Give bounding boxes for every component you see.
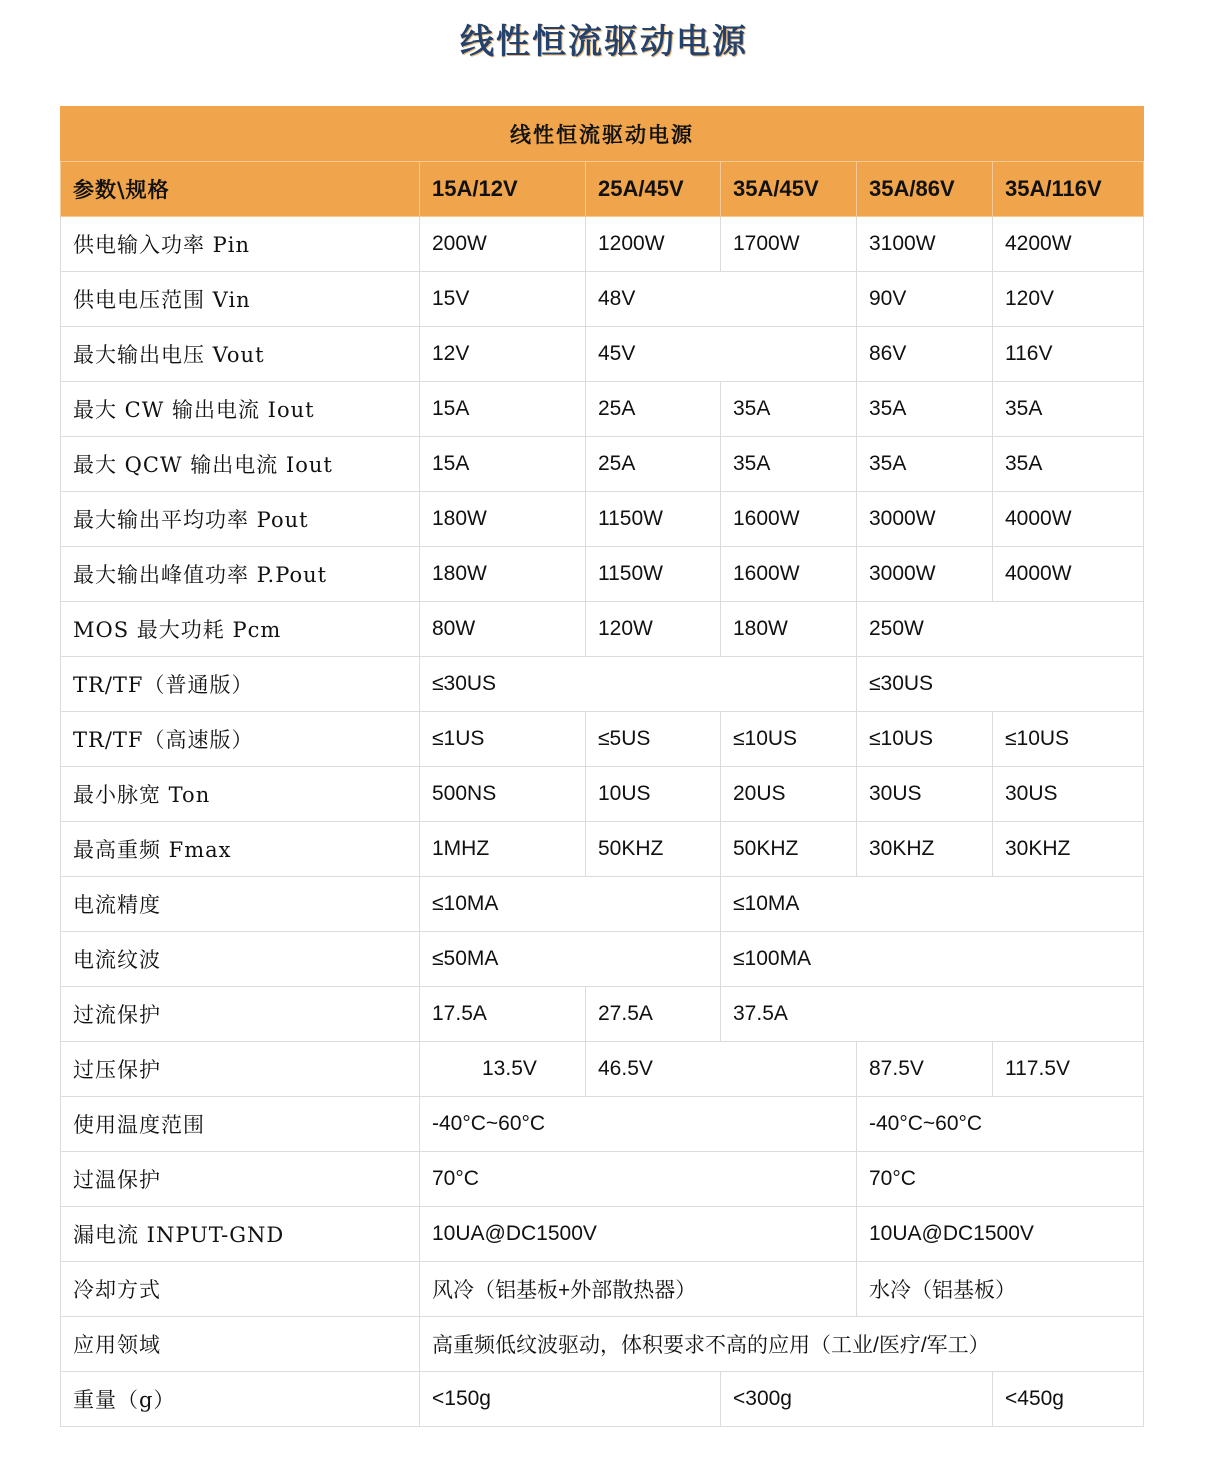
table-cell: 87.5V bbox=[857, 1042, 993, 1097]
table-cell: 80W bbox=[420, 602, 586, 657]
table-cell: 1MHZ bbox=[420, 822, 586, 877]
table-cell: ≤30US bbox=[420, 657, 857, 712]
table-cell: 4000W bbox=[993, 547, 1144, 602]
row-param-label: 最小脉宽 Ton bbox=[61, 767, 420, 822]
table-cell: 180W bbox=[721, 602, 857, 657]
table-cell: 30KHZ bbox=[857, 822, 993, 877]
table-row bbox=[61, 492, 1144, 547]
row-param-label: 过压保护 bbox=[61, 1042, 420, 1097]
table-cell: 15A bbox=[420, 382, 586, 437]
table-cell: 3000W bbox=[857, 492, 993, 547]
row-param-label: 过流保护 bbox=[61, 987, 420, 1042]
table-cell: 15A bbox=[420, 437, 586, 492]
table-cell: 35A bbox=[857, 437, 993, 492]
table-cell: ≤10MA bbox=[420, 877, 721, 932]
table-row bbox=[61, 1042, 1144, 1097]
row-param-label: TR/TF（高速版） bbox=[61, 712, 420, 767]
table-row bbox=[61, 217, 1144, 272]
table-row bbox=[61, 547, 1144, 602]
table-cell: 35A bbox=[993, 382, 1144, 437]
table-cell: 1200W bbox=[586, 217, 721, 272]
table-row bbox=[61, 987, 1144, 1042]
table-cell: 116V bbox=[993, 327, 1144, 382]
table-cell: 117.5V bbox=[993, 1042, 1144, 1097]
table-cell: 70°C bbox=[420, 1152, 857, 1207]
table-cell: 27.5A bbox=[586, 987, 721, 1042]
table-cell: ≤10MA bbox=[721, 877, 1144, 932]
table-cell: 13.5V bbox=[420, 1042, 586, 1097]
table-cell: <150g bbox=[420, 1372, 721, 1427]
table-cell: 120W bbox=[586, 602, 721, 657]
table-cell: 30US bbox=[993, 767, 1144, 822]
row-param-label: 最大 CW 输出电流 Iout bbox=[61, 382, 420, 437]
table-cell: 180W bbox=[420, 492, 586, 547]
table-row bbox=[61, 382, 1144, 437]
table-cell: 10UA@DC1500V bbox=[420, 1207, 857, 1262]
table-row bbox=[61, 712, 1144, 767]
table-cell: 200W bbox=[420, 217, 586, 272]
table-cell: 250W bbox=[857, 602, 1144, 657]
row-param-label: 最大 QCW 输出电流 Iout bbox=[61, 437, 420, 492]
table-cell: 3100W bbox=[857, 217, 993, 272]
table-cell: 180W bbox=[420, 547, 586, 602]
row-param-label: 漏电流 INPUT-GND bbox=[61, 1207, 420, 1262]
table-cell: 10US bbox=[586, 767, 721, 822]
table-row bbox=[61, 657, 1144, 712]
table-row bbox=[61, 1262, 1144, 1317]
table-cell: 水冷（铝基板） bbox=[857, 1262, 1144, 1317]
table-cell: 35A bbox=[721, 437, 857, 492]
table-cell: 86V bbox=[857, 327, 993, 382]
table-cell: 3000W bbox=[857, 547, 993, 602]
column-header-35a-45v: 35A/45V bbox=[721, 162, 857, 217]
table-row bbox=[61, 437, 1144, 492]
table-cell: 20US bbox=[721, 767, 857, 822]
table-cell: <300g bbox=[721, 1372, 993, 1427]
table-cell: 50KHZ bbox=[721, 822, 857, 877]
table-row bbox=[61, 1152, 1144, 1207]
table-cell: ≤30US bbox=[857, 657, 1144, 712]
row-param-label: 供电电压范围 Vin bbox=[61, 272, 420, 327]
table-row bbox=[61, 1317, 1144, 1372]
table-cell: ≤1US bbox=[420, 712, 586, 767]
row-param-label: 最高重频 Fmax bbox=[61, 822, 420, 877]
table-row bbox=[61, 822, 1144, 877]
row-param-label: 过温保护 bbox=[61, 1152, 420, 1207]
row-param-label: 电流纹波 bbox=[61, 932, 420, 987]
page-title: 线性恒流驱动电源 bbox=[460, 22, 748, 62]
table-cell: ≤5US bbox=[586, 712, 721, 767]
table-row bbox=[61, 1207, 1144, 1262]
row-param-label: MOS 最大功耗 Pcm bbox=[61, 602, 420, 657]
table-cell: 高重频低纹波驱动，体积要求不高的应用（工业/医疗/军工） bbox=[420, 1317, 1144, 1372]
table-cell: 1700W bbox=[721, 217, 857, 272]
column-header-35a-116v: 35A/116V bbox=[993, 162, 1144, 217]
spec-table bbox=[60, 106, 1144, 1427]
row-param-label: 电流精度 bbox=[61, 877, 420, 932]
table-cell: 1600W bbox=[721, 492, 857, 547]
table-cell: 25A bbox=[586, 382, 721, 437]
table-row bbox=[61, 272, 1144, 327]
table-row bbox=[61, 932, 1144, 987]
column-header-35a-86v: 35A/86V bbox=[857, 162, 993, 217]
row-param-label: 冷却方式 bbox=[61, 1262, 420, 1317]
table-cell: 120V bbox=[993, 272, 1144, 327]
table-cell: 90V bbox=[857, 272, 993, 327]
table-cell: 30US bbox=[857, 767, 993, 822]
row-param-label: 重量（g） bbox=[61, 1372, 420, 1427]
table-row bbox=[61, 602, 1144, 657]
row-param-label: 使用温度范围 bbox=[61, 1097, 420, 1152]
table-cell: 30KHZ bbox=[993, 822, 1144, 877]
table-cell: 4000W bbox=[993, 492, 1144, 547]
table-cell: 35A bbox=[721, 382, 857, 437]
table-banner: 线性恒流驱动电源 bbox=[61, 107, 1144, 162]
table-cell: 46.5V bbox=[586, 1042, 857, 1097]
column-header-25a-45v: 25A/45V bbox=[586, 162, 721, 217]
table-cell: 1150W bbox=[586, 547, 721, 602]
table-row bbox=[61, 1372, 1144, 1427]
table-cell: ≤10US bbox=[993, 712, 1144, 767]
table-header-row bbox=[61, 162, 1144, 217]
column-header-param: 参数\规格 bbox=[61, 162, 420, 217]
table-cell: 风冷（铝基板+外部散热器） bbox=[420, 1262, 857, 1317]
row-param-label: 供电输入功率 Pin bbox=[61, 217, 420, 272]
column-header-15a-12v: 15A/12V bbox=[420, 162, 586, 217]
table-row bbox=[61, 877, 1144, 932]
row-param-label: 最大输出峰值功率 P.Pout bbox=[61, 547, 420, 602]
table-cell: ≤10US bbox=[857, 712, 993, 767]
table-cell: 12V bbox=[420, 327, 586, 382]
table-cell: ≤100MA bbox=[721, 932, 1144, 987]
table-cell: 35A bbox=[993, 437, 1144, 492]
table-cell: 4200W bbox=[993, 217, 1144, 272]
table-cell: 1600W bbox=[721, 547, 857, 602]
table-row bbox=[61, 1097, 1144, 1152]
table-cell: 17.5A bbox=[420, 987, 586, 1042]
table-row bbox=[61, 767, 1144, 822]
table-row bbox=[61, 327, 1144, 382]
table-cell: 35A bbox=[857, 382, 993, 437]
table-cell: ≤10US bbox=[721, 712, 857, 767]
table-cell: -40°C~60°C bbox=[857, 1097, 1144, 1152]
table-cell: 37.5A bbox=[721, 987, 1144, 1042]
table-cell: ≤50MA bbox=[420, 932, 721, 987]
table-cell: 10UA@DC1500V bbox=[857, 1207, 1144, 1262]
row-param-label: 最大输出平均功率 Pout bbox=[61, 492, 420, 547]
table-cell: 45V bbox=[586, 327, 857, 382]
table-cell: 70°C bbox=[857, 1152, 1144, 1207]
row-param-label: 应用领域 bbox=[61, 1317, 420, 1372]
table-banner-row bbox=[61, 107, 1144, 162]
table-cell: -40°C~60°C bbox=[420, 1097, 857, 1152]
table-cell: 50KHZ bbox=[586, 822, 721, 877]
row-param-label: TR/TF（普通版） bbox=[61, 657, 420, 712]
table-cell: 15V bbox=[420, 272, 586, 327]
table-cell: 25A bbox=[586, 437, 721, 492]
table-cell: <450g bbox=[993, 1372, 1144, 1427]
row-param-label: 最大输出电压 Vout bbox=[61, 327, 420, 382]
table-cell: 1150W bbox=[586, 492, 721, 547]
table-cell: 500NS bbox=[420, 767, 586, 822]
table-cell: 48V bbox=[586, 272, 857, 327]
